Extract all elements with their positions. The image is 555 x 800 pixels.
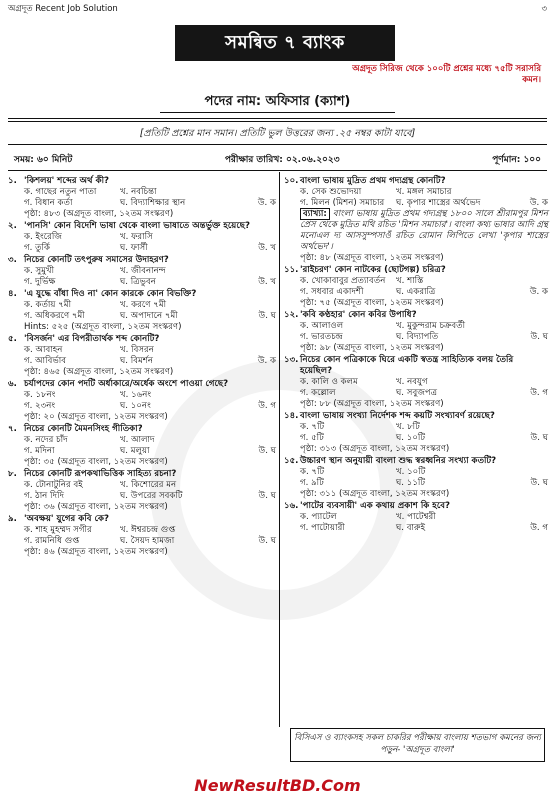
answer-key [252,266,276,277]
question-text [8,221,276,232]
option: ঘ. একরাত্রি [396,287,436,297]
question-item [8,221,276,254]
question-number: ১৫. [284,456,299,466]
option: ঘ. মলুয়া [120,446,150,456]
option: ঘ. সবুজপত্র [396,388,438,398]
option: গ. মদিনা [24,446,55,456]
option: ক. কালি ও কলম [300,377,358,387]
option: গ. রামনিধি গুপ্ত [24,536,80,546]
question-number: ৪. [8,289,17,299]
answer-key: উ. ক [529,287,548,297]
question-text [284,501,548,512]
question-item [8,176,276,220]
option: ক. নদের চাঁদ [24,435,68,445]
option: খ. মঙ্গল সমাচার [396,187,452,197]
answer-key: উ. ক [257,356,276,366]
option: ক. কর্তায় ৭মী [24,300,72,310]
page-reference: পৃষ্ঠা: ৩৬ (অগ্রদূত বাংলা, ১২তম সংস্করণ) [24,502,168,512]
page-reference: পৃষ্ঠা: ৯৮ (অগ্রদূত বাংলা, ১২তম সংস্করণ) [300,343,444,353]
option-row [284,433,548,444]
answer-key: উ. ঘ [530,478,548,488]
question-stem: নিচের কোনটি রূপকথাভিত্তিক সাহিত্য রচনা? [24,469,177,479]
option: ঘ. বারুই [396,523,426,533]
option: গ. সধবার একাদশী [300,287,364,297]
option-row [284,512,548,523]
option-row [8,232,276,243]
option: ঘ. ১০টি [396,433,426,443]
answer-key: উ. ঘ [258,536,276,546]
answer-key: উ. ঘ [258,446,276,456]
option: গ. ২৩নং [24,401,56,411]
question-stem: নিচের কোনটি মৈমনসিংহ গীতিকা? [24,424,143,434]
question-item [284,355,548,410]
option: খ. আলাদ [120,435,155,445]
option: ক. সেক শুভোদয়া [300,187,362,197]
page-reference: পৃষ্ঠা: ৩১১ (অগ্রদূত বাংলা, ১২তম সংস্করণ) [300,489,450,499]
page-reference: Hints: ৫২৫ (অগ্রদূত বাংলা, ১২তম সংস্করণ) [24,322,182,332]
option-row [8,446,276,457]
option: খ. ফরাসি [120,232,153,242]
option: ক. ৭টি [300,467,325,477]
option-row [284,467,548,478]
answer-key: উ. গ [530,523,548,533]
option: গ. ৫টি [300,433,324,443]
option-row [8,198,276,209]
question-text [8,334,276,345]
question-item [284,456,548,500]
option-row [8,435,276,446]
question-text [284,265,548,276]
option-row [8,536,276,547]
answer-key [524,467,548,478]
question-text [8,424,276,435]
answer-key [252,300,276,311]
question-stem: 'বিসর্জন' এর বিপরীতার্থক শব্দ কোনটি? [24,334,160,344]
answer-key [252,525,276,536]
divider [8,118,547,119]
question-item [8,469,276,513]
question-item [8,289,276,333]
option: গ. ৯টি [300,478,324,488]
question-stem: উচ্চারণ স্থান অনুযায়ী বাংলা শুদ্ধ স্বরধ্বনির সংখ্যা কতটি? [300,456,497,466]
question-text [8,255,276,266]
question-stem: 'অবক্ষয়' যুগের কবি কে? [24,514,109,524]
option: খ. নবযুগ [396,377,428,387]
option: ঘ. সৈয়দ হামজা [120,536,175,546]
option: গ. দুর্ভিক্ষ [24,277,56,287]
exam-time: সময়: ৬০ মিনিট [14,155,73,165]
question-number: ৭. [8,424,17,434]
option-row [284,287,548,298]
question-stem: নিচের কোন পত্রিকাকে ঘিরে একটি স্বতন্ত্র সাহিত্যিক বলয় তৈরি হয়েছিল? [300,355,514,376]
answer-key: উ. গ [530,388,548,398]
question-text [284,456,548,467]
option-row [8,390,276,401]
question-item [8,424,276,468]
question-stem: 'কিশলয়' শব্দের অর্থ কী? [24,176,110,186]
option: ঘ. অপাদানে ৭মী [120,311,178,321]
option-row [8,525,276,536]
option: ঘ. ফার্সী [120,243,148,253]
option-row [8,277,276,288]
question-text [8,289,276,300]
option: ক. ৭টি [300,422,325,432]
post-name: পদের নাম: অফিসার (ক্যাশ) [204,94,351,109]
option: খ. ১০টি [396,467,426,477]
option: খ. কিশোরের মন [120,480,177,490]
answer-key [524,422,548,433]
question-text [8,379,276,390]
answer-key: উ. খ [258,277,276,287]
question-number: ৫. [8,334,17,344]
option: খ. নবচিন্তা [120,187,157,197]
answer-key [252,435,276,446]
answer-key: উ. ঘ [258,311,276,321]
option: ঘ. ১০নং [120,401,151,411]
option: ঘ. ত্রিভুবন [120,277,156,287]
page-header [8,4,547,17]
option: গ. পাটোয়ারী [300,523,345,533]
answer-key: উ. ক [529,198,548,208]
question-number: ৩. [8,255,17,265]
question-text [284,355,548,377]
page-reference: পৃষ্ঠা: ২০ (অগ্রদূত বাংলা, ১২তম সংস্করণ) [24,412,168,422]
option: খ. ৮টি [396,422,420,432]
option: খ. জীবনানন্দ [120,266,166,276]
exam-date: পরীক্ষার তারিখ: ০২.০৬.২০২৩ [224,155,340,165]
option: গ. আবির্ভাব [24,356,67,366]
answer-key [252,390,276,401]
running-title: অগ্রদূত Recent Job Solution [8,4,118,14]
option: ক. টোনাটুনির বই [24,480,83,490]
left-column [8,176,276,559]
option: ক. ইংরেজি [24,232,62,242]
option: খ. শাস্তি [396,276,424,286]
option: খ. ঈশ্বরচন্দ্র গুপ্ত [120,525,176,535]
question-item [284,411,548,455]
question-stem: চর্যাপদের কোন পদটি অর্ধাকারে/অর্ধেক অংশে পাওয়া গেছে? [24,379,229,389]
question-stem: নিচের কোনটি তৎপুরুষ সমাসের উদাহরণ? [24,255,169,265]
option: ঘ. বিমর্শন [120,356,153,366]
option: ক. সুমুখী [24,266,55,276]
question-text [8,176,276,187]
divider [160,112,395,113]
page-reference: পৃষ্ঠা: ৪৮ (অগ্রদূত বাংলা, ১২তম সংস্করণ) [300,253,444,263]
question-item [284,501,548,534]
option: ক. ১৮নং [24,390,56,400]
question-stem: 'পাটের ব্যবসায়ী' এক কথায় প্রকাশ কি হবে? [300,501,451,511]
brand-link[interactable]: NewResultBD.Com [194,776,361,795]
question-number: ১১. [284,265,299,275]
option: খ. বিসরন [120,345,154,355]
option-row [8,401,276,412]
page-reference: পৃষ্ঠা: ৩১৩ (অগ্রদূত বাংলা, ১২তম সংস্করণ) [300,444,450,454]
option-row [8,345,276,356]
series-note: অগ্রদূত সিরিজ থেকে ১০০টি প্রশ্নের মধ্যে ৭৫টি সরাসরি কমন। [352,64,541,86]
page-reference: পৃষ্ঠা: ৭৫ (অগ্রদূত বাংলা, ১২তম সংস্করণ) [300,298,444,308]
question-number: ১৩. [284,355,299,365]
option-row [8,491,276,502]
question-item [284,265,548,309]
option: গ. বিধান কর্তা [24,198,73,208]
page-title: সমন্বিত ৭ ব্যাংক [175,25,395,61]
option-row [284,478,548,489]
option-row [284,377,548,388]
option-row [8,187,276,198]
question-stem: 'রাইচরণ' কোন নাটকের (ছোটগল্প) চরিত্র? [300,265,446,275]
answer-key [252,187,276,198]
answer-key [252,345,276,356]
column-divider [279,172,280,727]
question-text [8,469,276,480]
question-stem: 'পানসি' কোন বিদেশি ভাষা থেকে বাংলা ভাষাতে অন্তর্ভুক্ত হয়েছে? [24,221,250,231]
option-row [8,266,276,277]
option: খ. মুকুন্দরাম চক্রবর্তী [396,321,466,331]
question-number: ৯. [8,514,17,524]
option: ক. শাহ মুহম্মদ সগীর [24,525,92,535]
option: খ. করণে ৭মী [120,300,167,310]
answer-key [524,276,548,287]
question-number: ১৪. [284,411,299,421]
option-row [8,311,276,322]
question-number: ১২. [284,310,299,320]
question-number: ২. [8,221,17,231]
option: গ. অধিকরণে ৭মী [24,311,85,321]
page-reference: পৃষ্ঠা: ৩৫ (অগ্রদূত বাংলা, ১২তম সংস্করণ) [24,457,168,467]
question-text [284,176,548,187]
option: ক. প্যাটেল [300,512,337,522]
question-number: ১৬. [284,501,299,511]
option: ঘ. কৃপার শাস্ত্রের অর্থভেদ [396,198,481,208]
question-text [284,310,548,321]
option-row [284,332,548,343]
question-stem: বাংলা ভাষায় মুদ্রিত প্রথম গদ্যগ্রন্থ কোনটি? [300,176,446,186]
option-row [284,187,548,198]
option-row [8,356,276,367]
answer-key [524,377,548,388]
option: গ. ঠান দিদি [24,491,64,501]
option-row [284,321,548,332]
option-row [284,276,548,287]
question-item [8,379,276,423]
page-reference: পৃষ্ঠা: ৪৬৫ (অগ্রদূত বাংলা, ১২তম সংস্করণ) [24,367,174,377]
answer-key: উ. ঘ [530,433,548,443]
option-row [8,243,276,254]
divider [8,121,547,122]
question-number: ৬. [8,379,17,389]
answer-key: উ. গ [258,401,276,411]
option: ক. আলাওল [300,321,344,331]
divider [8,170,547,171]
question-number: ৮. [8,469,17,479]
option: গ. ভারতচন্দ্র [300,332,343,342]
answer-key: উ. ঘ [530,332,548,342]
right-column [284,176,548,535]
option: গ. তুর্কি [24,243,51,253]
option-row [284,422,548,433]
question-stem: 'এ যুদ্ধে বাঁধা দিও না' কোন কারকে কোন বিভক্তি? [24,289,197,299]
question-text [284,411,548,422]
answer-key: উ. ঘ [258,491,276,501]
answer-key: উ. খ [258,243,276,253]
explanation-label: ব্যাখ্যা: [300,208,330,220]
question-item [8,255,276,288]
answer-key [524,512,548,523]
question-text [8,514,276,525]
full-marks: পূর্ণমান: ১০০ [492,155,541,165]
option: খ. পাটেশ্বরী [396,512,436,522]
option: ক. খোকাবাবুর প্রত্যাবর্তন [300,276,386,286]
question-item [8,514,276,558]
explanation-text: বাংলা ভাষায় মুদ্রিত প্রথম গদ্যগ্রন্থ ১৮০০ সালে শ্রীরামপুর মিশন প্রেস থেকে মুদ্রিত মথি রচিত 'মিশন সমাচার'। বাংলা কথ্য ভাষার আদি গ্রন্থ মনোএল দ্য আসসুম্পসাওঁ রচিত রোমান লিপিতে লেখা 'কৃপার শাস্ত্রের অর্থভেদ'। [300,209,548,252]
exam-meta [14,155,541,167]
answer-key: উ. ক [257,198,276,208]
option: গ. কল্লোল [300,388,336,398]
page-reference: পৃষ্ঠা: ৪৬ (অগ্রদূত বাংলা, ১২তম সংস্করণ) [24,547,168,557]
option: খ. ১৬নং [120,390,152,400]
question-stem: বাংলা ভাষায় সংখ্যা নির্দেশক শব্দ কয়টি সংখ্যাবর্ণ রয়েছে? [300,411,495,421]
answer-key [524,187,548,198]
page-reference: পৃষ্ঠা: ৪৮৩ (অগ্রদূত বাংলা, ১২তম সংস্করণ) [24,209,174,219]
divider [8,144,547,145]
explanation [284,209,548,253]
option: গ. মিলন (মিশন) সমাচার [300,198,385,208]
footer-note: বিসিএস ও ব্যাংকসহ সকল চাকরির পরীক্ষায় বাংলায় শতভাগ কমনের জন্য পড়ুন- 'অগ্রদূত বাংলা' [290,728,545,762]
question-item [284,176,548,264]
question-number: ১০. [284,176,299,186]
option-row [284,523,548,534]
question-stem: 'কবি কণ্ঠহার' কোন কবির উপাধি? [300,310,417,320]
question-number: ১. [8,176,17,186]
answer-key [524,321,548,332]
answer-key [252,480,276,491]
option: ঘ. উপরের সবকটি [120,491,183,501]
marks-note: [প্রতিটি প্রশ্নের মান সমান। প্রতিটি ভুল উত্তরের জন্য .২৫ নম্বর কাটা যাবে] [139,128,416,139]
option: ক. আবাহন [24,345,63,355]
question-item [8,334,276,378]
option: ঘ. ১১টি [396,478,426,488]
option-row [8,300,276,311]
option: ঘ. বিদ্যাপতি [396,332,439,342]
option: ঘ. বিদ্যাশিক্ষার স্থান [120,198,186,208]
page-number: ৩ [541,4,547,14]
page-reference: পৃষ্ঠা: ৮৮ (অগ্রদূত বাংলা, ১২তম সংস্করণ) [300,399,444,409]
option-row [284,388,548,399]
option: ক. গাছের নতুন পাতা [24,187,97,197]
option-row [8,480,276,491]
question-item [284,310,548,354]
answer-key [252,232,276,243]
